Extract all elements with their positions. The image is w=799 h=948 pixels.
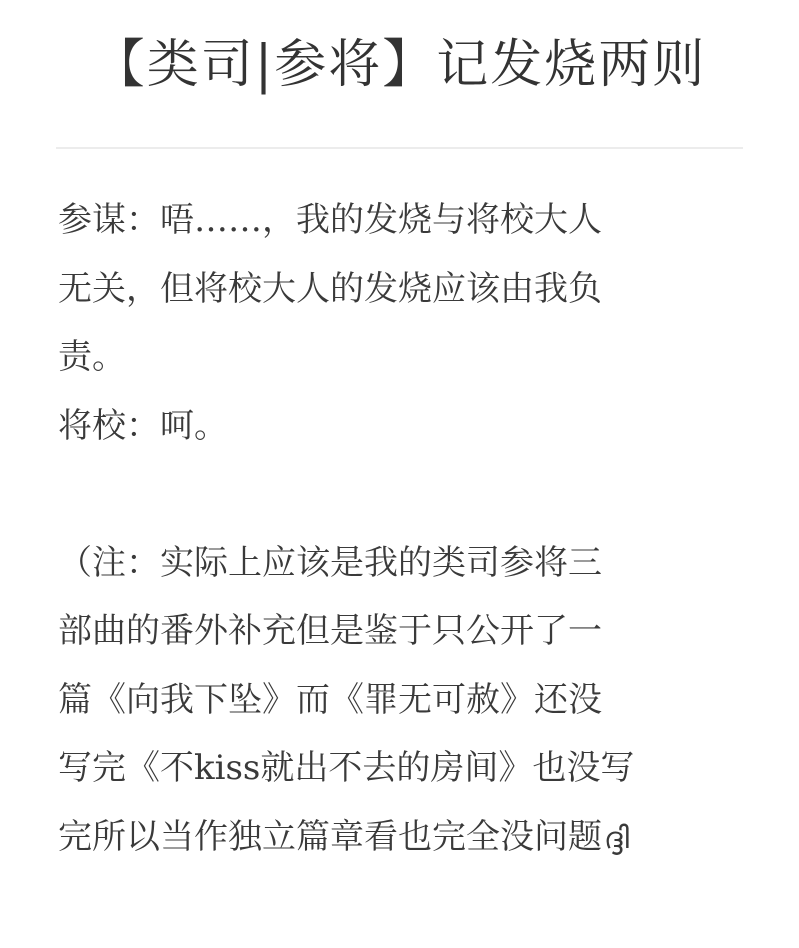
body-line: 参谋：唔……，我的发烧与将校大人 [58, 200, 602, 240]
title-divider [56, 147, 743, 149]
note-line-text: 完所以当作独立篇章看也完全没问题 [58, 816, 602, 857]
note-line-last [58, 803, 748, 872]
body-line: 将校：呵。 [58, 405, 228, 446]
note-line: 部曲的番外补充但是鉴于只公开了一 [58, 611, 602, 651]
trailing-emoticon: ദ്ദി [604, 820, 630, 856]
paragraph-gap [58, 460, 748, 529]
body-line: 责。 [58, 337, 126, 377]
article-title: 【类司|参将】记发烧两则 [92, 35, 707, 95]
body-line: 无关，但将校大人的发烧应该由我负 [58, 268, 602, 309]
note-line: （注：实际上应该是我的类司参将三 [58, 542, 602, 583]
note-line: 写完《不kiss就出不去的房间》也没写 [58, 748, 635, 788]
note-line: 篇《向我下坠》而《罪无可赦》还没 [58, 679, 602, 720]
article-body [58, 186, 748, 871]
